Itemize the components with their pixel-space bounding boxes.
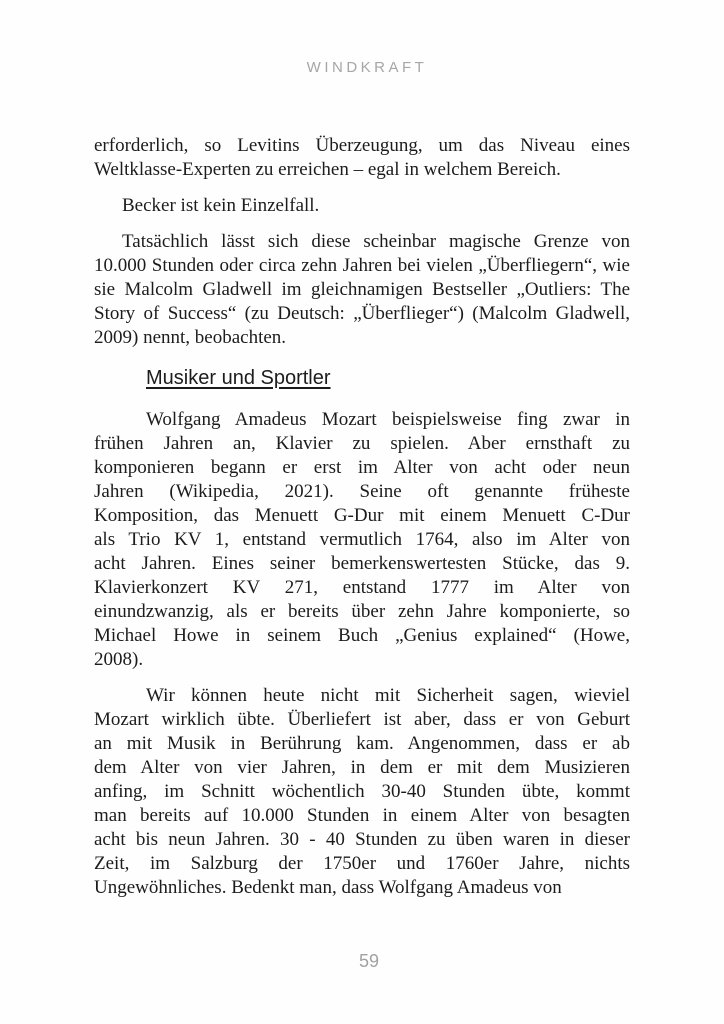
text-line: einundzwanzig, als er bereits über zehn Jahre komponierte, so <box>94 601 630 622</box>
text-line: 2008). <box>94 649 144 670</box>
paragraph <box>94 684 630 900</box>
paragraph <box>94 230 630 350</box>
text-line: Wir können heute nicht mit Sicherheit sagen, wieviel <box>146 685 630 706</box>
page-number: 59 <box>358 951 380 971</box>
text-line: acht Jahren. Eines seiner bemerkenswertesten Stücke, das 9. <box>94 553 630 574</box>
text-line: an mit Musik in Berührung kam. Angenommen, dass er ab <box>94 733 630 754</box>
section-heading <box>94 366 630 390</box>
paragraph <box>94 408 630 672</box>
text-line: Becker ist kein Einzelfall. <box>122 195 320 216</box>
text-line: frühen Jahren an, Klavier zu spielen. Aber ernsthaft zu <box>94 433 630 454</box>
paragraph <box>94 194 630 218</box>
running-header: WINDKRAFT <box>306 59 428 76</box>
page-body <box>94 134 630 900</box>
text-line: dem Alter von vier Jahren, in dem er mit dem Musizieren <box>94 757 630 778</box>
text-line: Tatsächlich lässt sich diese scheinbar magische Grenze von <box>122 231 630 252</box>
text-line: Zeit, im Salzburg der 1750er und 1760er Jahre, nichts <box>94 853 630 874</box>
text-line: Story of Success“ (zu Deutsch: „Überflieger“) (Malcolm Gladwell, <box>94 303 630 324</box>
text-line: acht bis neun Jahren. 30 - 40 Stunden zu üben waren in dieser <box>94 829 630 850</box>
text-line: Komposition, das Menuett G-Dur mit einem Menuett C-Dur <box>94 505 630 526</box>
text-line: Musiker und Sportler <box>146 367 331 389</box>
text-line: anfing, im Schnitt wöchentlich 30-40 Stunden übte, kommt <box>94 781 630 802</box>
text-line: sie Malcolm Gladwell im gleichnamigen Bestseller „Outliers: The <box>94 279 630 300</box>
text-line: Ungewöhnliches. Bedenkt man, dass Wolfgang Amadeus von <box>94 877 562 898</box>
text-line: komponieren begann er erst im Alter von acht oder neun <box>94 457 630 478</box>
text-line: 2009) nennt, beobachten. <box>94 327 287 348</box>
paragraph <box>94 134 630 182</box>
text-line: Michael Howe in seinem Buch „Genius explained“ (Howe, <box>94 625 630 646</box>
text-line: Weltklasse-Experten zu erreichen – egal in welchem Bereich. <box>94 159 561 180</box>
text-line: 10.000 Stunden oder circa zehn Jahren bei vielen „Überfliegern“, wie <box>94 255 630 276</box>
text-line: Jahren (Wikipedia, 2021). Seine oft genannte früheste <box>94 481 630 502</box>
text-line: erforderlich, so Levitins Überzeugung, um das Niveau eines <box>94 135 630 156</box>
text-line: als Trio KV 1, entstand vermutlich 1764, also im Alter von <box>94 529 630 550</box>
text-line: man bereits auf 10.000 Stunden in einem Alter von besagten <box>94 805 630 826</box>
text-line: Mozart wirklich übte. Überliefert ist aber, dass er von Geburt <box>94 709 630 730</box>
text-line: Wolfgang Amadeus Mozart beispielsweise fing zwar in <box>146 409 630 430</box>
text-line: Klavierkonzert KV 271, entstand 1777 im Alter von <box>94 577 630 598</box>
